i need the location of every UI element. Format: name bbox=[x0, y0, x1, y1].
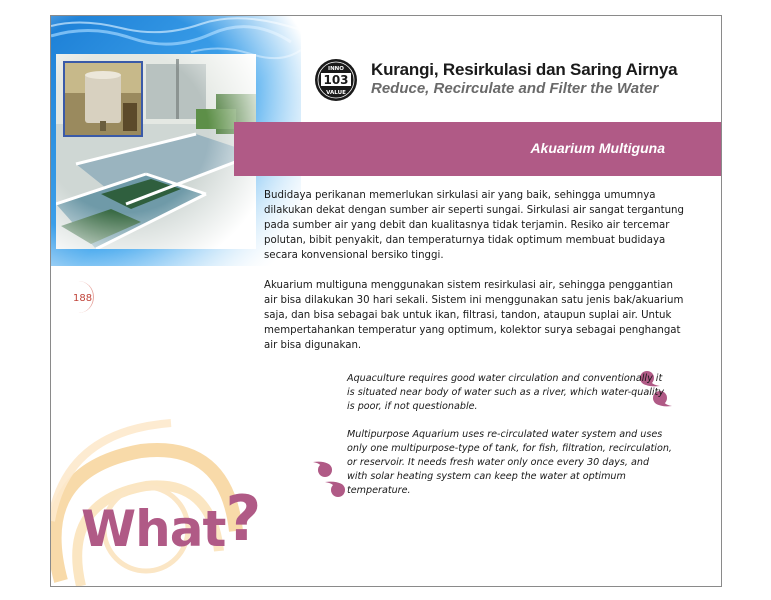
paragraph-id-1: Budidaya perikanan memerlukan sirkulasi air yang baik, sehingga umumnya dilakukan dekat dengan sumber air seperti sungai. Sirkulasi air sangat tergantung pada sumber air yang debit dan kualitasnya tidak terjamin. Resiko air tercemar polutan, bibit penyakit, dan temperaturnya tidak optimum membuat budidaya secara konvensional bersiko tinggi. bbox=[264, 190, 684, 261]
paragraph-en-1: Aquaculture requires good water circulation and conventionally it is situated near body of water such as a river, which water-quality is poor, if not questionable. bbox=[347, 373, 664, 412]
title-indonesian: Kurangi, Resirkulasi dan Saring Airnya bbox=[371, 60, 678, 79]
page bbox=[50, 15, 722, 587]
section-band bbox=[234, 122, 721, 176]
quote-mark-close-icon bbox=[313, 458, 349, 500]
body-text-indonesian bbox=[264, 188, 684, 368]
logo-top-text: INNO bbox=[328, 66, 344, 72]
page-number: 188 bbox=[73, 293, 93, 304]
logo-bottom-text: VALUE bbox=[326, 90, 346, 96]
what-heading bbox=[81, 482, 261, 558]
paragraph-id-2: Akuarium multiguna menggunakan sistem resirkulasi air, sehingga penggantian air bisa dilakukan 30 hari sekali. Sistem ini menggunakan satu jenis bak/akuarium saja, dan bisa sebagai bak untuk ikan, filtrasi, tandon, ataupun suplai air. Untuk mempertahankan temperatur yang optimum, kolektor surya sebagai penghangat air bisa digunakan. bbox=[264, 280, 684, 351]
paragraph-en-2: Multipurpose Aquarium uses re-circulated water system and uses only one multipurpose-type of tank, for fish, filtration, recirculation, or reservoir. It needs fresh water only once every 30 days, and with solar heating system can keep the water at optimum temperature. bbox=[347, 429, 672, 496]
what-word: What bbox=[81, 500, 226, 558]
logo-number: 103 bbox=[323, 73, 349, 87]
title-english: Reduce, Recirculate and Filter the Water bbox=[371, 80, 659, 97]
tank-inset-photo bbox=[63, 61, 143, 137]
inno-103-value-logo bbox=[314, 58, 358, 102]
body-text-english bbox=[347, 372, 672, 512]
what-question-mark: ? bbox=[225, 482, 261, 555]
section-label: Akuarium Multiguna bbox=[530, 140, 665, 156]
